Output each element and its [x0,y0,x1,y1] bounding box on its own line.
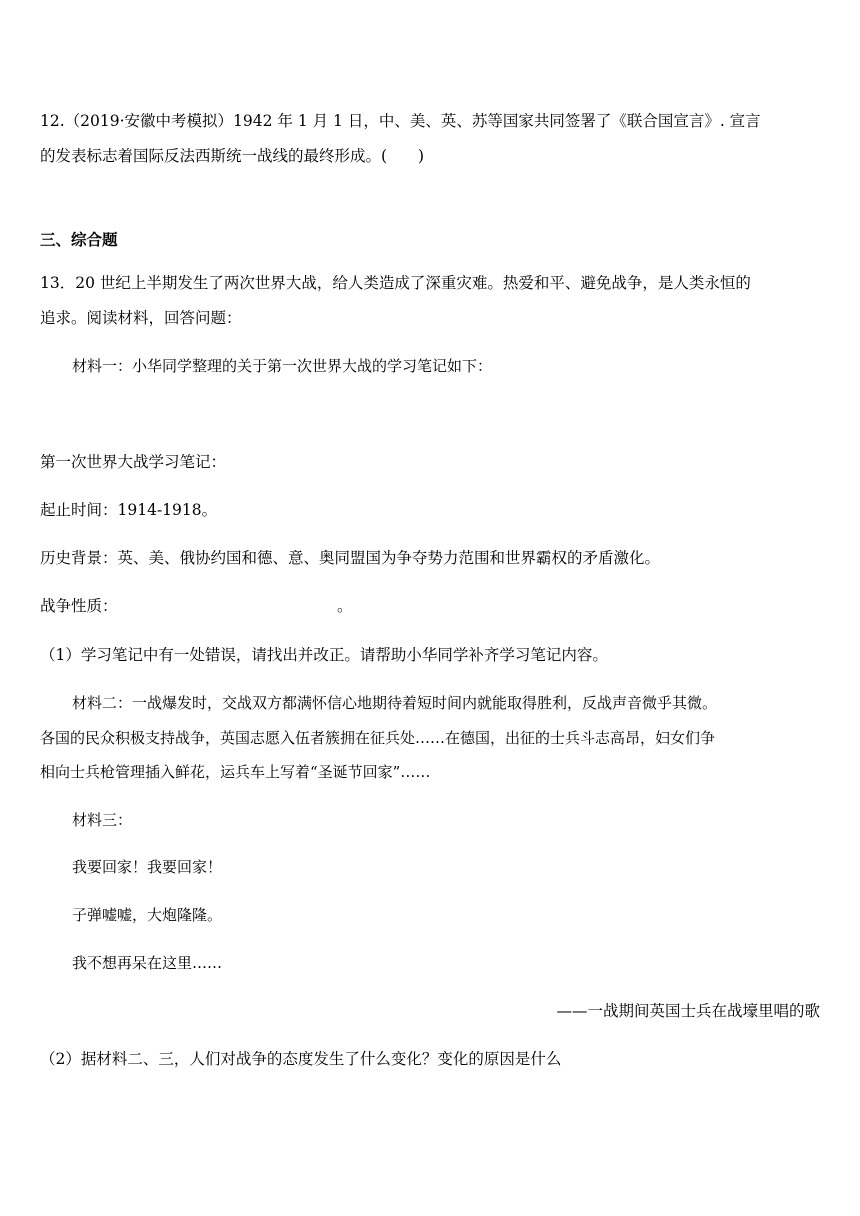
notes-title: 第一次世界大战学习笔记： [40,453,227,471]
question-12-text: 12.（2019·安徽中考模拟）1942 年 1 月 1 日，中、美、英、苏等国家共同签署了《联合国宣言》. 宣言 [40,112,761,130]
notes-nature-blank-end: 。 [337,597,353,615]
notes-nature-label: 战争性质： [40,597,118,615]
sub-question-2: （2）据材料二、三，人们对战争的态度发生了什么变化？变化的原因是什么 [40,1050,562,1068]
material-2-text-line3: 相向士兵枪管理插入鲜花，运兵车上写着“圣诞节回家”…… [40,763,431,781]
section-heading: 三、综合题 [40,230,118,249]
material-2-text-line2: 各国的民众积极支持战争，英国志愿入伍者簇拥在征兵处……在德国，出征的士兵斗志高昂，妇女们争 [40,729,716,747]
sub-question-1: （1）学习笔记中有一处错误，请找出并改正。请帮助小华同学补齐学习笔记内容。 [40,646,608,664]
question-13-stem: 13．20 世纪上半期发生了两次世界大战，给人类造成了深重灾难。热爱和平、避免战争，是人类永恒的 [40,274,751,292]
poem-line-2: 子弹嘘嘘，大炮隆隆。 [72,906,223,924]
notes-time: 起止时间：1914-1918。 [40,501,218,519]
poem-line-1: 我要回家！我要回家！ [72,858,223,876]
notes-background: 历史背景：英、美、俄协约国和德、意、奥同盟国为争夺势力范围和世界霸权的矛盾激化。 [40,549,661,567]
poem-line-3: 我不想再呆在这里…… [72,954,223,972]
material-2-text: 材料二：一战爆发时，交战双方都满怀信心地期待着短时间内就能取得胜利，反战声音微乎其微。 [72,694,718,712]
question-12-text-continued: 的发表标志着国际反法西斯统一战线的最终形成。( ) [40,147,425,165]
poem-source: ——一战期间英国士兵在战壕里唱的歌 [556,1002,820,1020]
material-1-intro: 材料一：小华同学整理的关于第一次世界大战的学习笔记如下： [72,357,493,375]
question-13-stem-continued: 追求。阅读材料，回答问题： [40,309,242,327]
material-3-label: 材料三： [72,811,133,829]
